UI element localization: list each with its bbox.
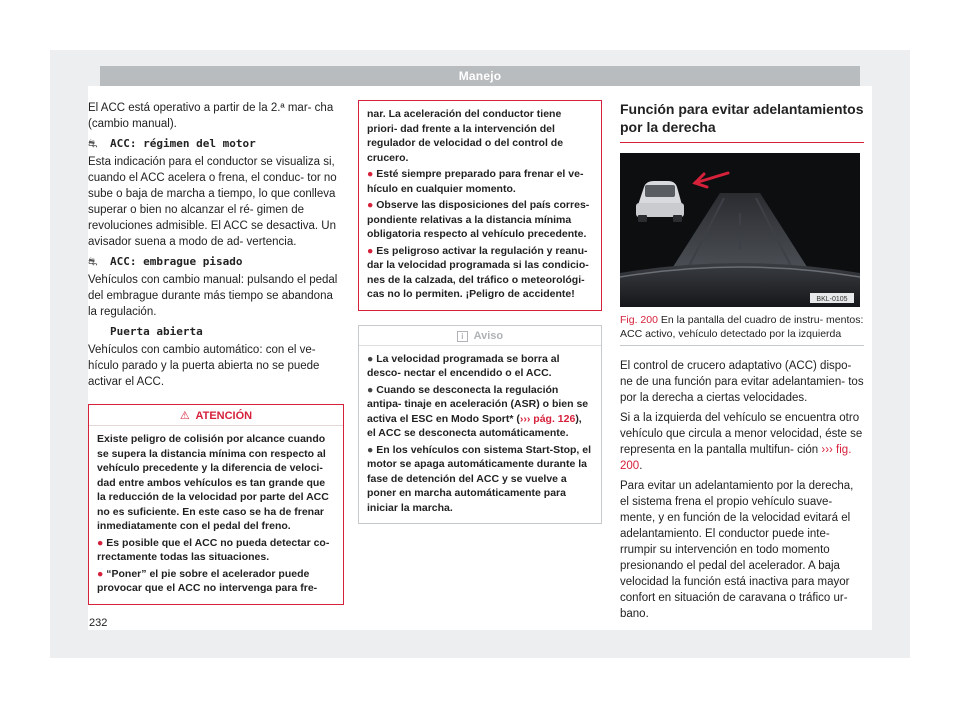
warning-item-text: Es peligroso activar la regulación y reanu- dar la velocidad programada si las condicio- nes de la calzada, del tráfico o meteorológi- cas no lo permiten. ¡Peligro de accidente! bbox=[367, 244, 589, 300]
paragraph: Para evitar un adelantamiento por la derecha, el sistema frena el propio vehículo suave- mente, y en función de la velocidad evitará el adelantamiento. El conductor puede inte- rrumpir su intervención en todo momento presionando el pedal del acelerador. A baja velocidad la función está inactiva para mayor confort en situación de caravana o tráfico ur- bano. bbox=[620, 480, 854, 620]
column-right bbox=[620, 86, 864, 626]
indicator-message bbox=[88, 136, 344, 152]
warning-body bbox=[89, 426, 343, 604]
figure-caption bbox=[620, 307, 864, 346]
warning-light-icon: ⛐ bbox=[88, 255, 98, 268]
column-left bbox=[88, 100, 344, 605]
indicator-text: ACC: régimen del motor bbox=[110, 137, 256, 150]
figure-caption-text: En la pantalla del cuadro de instru- mentos: ACC activo, vehículo detectado por la izquierda bbox=[620, 314, 864, 340]
note-item: ● Cuando se desconecta la regulación antipa- tinaje en aceleración (ASR) o bien se activa el ESC en Modo Sport* (››› pág. 126), el ACC se desconecta automáticamente. bbox=[367, 383, 589, 439]
warning-triangle-icon: ⚠ bbox=[179, 410, 190, 422]
warning-text: Existe peligro de colisión por alcance cuando se supera la distancia mínima con respecto al vehículo precedente y la diferencia de veloci- dad entre ambos vehículos es tan grande que la reducción de la velocidad por parte del ACC no es suficiente. En este caso se ha de frenar inmediatamente con el pedal del freno. bbox=[97, 433, 329, 532]
info-icon: i bbox=[457, 331, 468, 342]
paragraph: Vehículos con cambio automático: con el ve- hículo parado y la puerta abierta no se puede activar el ACC. bbox=[88, 344, 320, 388]
indicator-message bbox=[88, 254, 344, 270]
page-content bbox=[88, 86, 872, 630]
note-header bbox=[359, 326, 601, 346]
warning-title: ATENCIÓN bbox=[195, 410, 253, 422]
paragraph: El control de crucero adaptativo (ACC) dispo- ne de una función para evitar adelantamien- tos por la derecha a ciertas velocidades. bbox=[620, 360, 864, 404]
figure-code: BKL-0105 bbox=[816, 296, 848, 303]
paragraph: Esta indicación para el conductor se visualiza si, cuando el ACC acelera o frena, el conduc- tor no sube o baja de marcha a tiempo, lo que conlleva superar o bien no alcanzar el ré- gimen de revoluciones admisible. El ACC se desactiva. Un avisador suena a modo de ad- vertencia. bbox=[88, 156, 337, 248]
warning-item-text: “Poner” el pie sobre el acelerador puede provocar que el ACC no intervenga para fre- bbox=[97, 567, 318, 594]
warning-item-text: Observe las disposiciones del país corres- pondiente relativas a la distancia mínima obligatoria respecto al vehículo precedente. bbox=[367, 199, 590, 240]
warning-item: ● Esté siempre preparado para frenar el ve- hículo en cualquier momento. bbox=[367, 168, 584, 195]
note-item-text: La velocidad programada se borra al desco- nectar el encendido o el ACC. bbox=[367, 352, 560, 379]
indicator-text: ACC: embrague pisado bbox=[110, 255, 243, 268]
paragraph: Vehículos con cambio manual: pulsando el pedal del embrague durante más tiempo se abandona la regulación. bbox=[88, 274, 338, 318]
section-title: Función para evitar adelantamientos por la derecha bbox=[620, 86, 864, 143]
warning-text: nar. La aceleración del conductor tiene priori- dad frente a la intervención del regulador de velocidad o del control de crucero. bbox=[367, 108, 564, 164]
indicator-message bbox=[88, 324, 344, 340]
figure-instrument-display bbox=[620, 153, 860, 307]
note-item-text: ), el ACC se desconecta automáticamente. bbox=[367, 412, 582, 439]
note-item-text: En los vehículos con sistema Start-Stop, el motor se apaga automáticamente durante la fase de detención del ACC y se vuelve a poner en marcha automáticamente para iniciar la marcha. bbox=[367, 443, 591, 514]
warning-header bbox=[89, 405, 343, 426]
paragraph-text: . bbox=[639, 460, 643, 472]
note-body bbox=[359, 346, 601, 524]
figure-label: Fig. 200 bbox=[620, 314, 658, 326]
warning-item: ● “Poner” el pie sobre el acelerador puede provocar que el ACC no intervenga para fre- bbox=[97, 567, 318, 594]
warning-item: ● Es peligroso activar la regulación y reanu- dar la velocidad programada si las condicio- nes de la calzada, del tráfico o meteorológi- cas no lo permiten. ¡Peligro de accidente! bbox=[367, 244, 589, 300]
indicator-text: Puerta abierta bbox=[110, 325, 203, 338]
warning-box-continued bbox=[358, 100, 602, 311]
warning-item: ● Es posible que el ACC no pueda detectar co- rrectamente todas las situaciones. bbox=[97, 536, 330, 563]
warning-item-text: Esté siempre preparado para frenar el ve- hículo en cualquier momento. bbox=[367, 168, 584, 195]
note-title: Aviso bbox=[473, 329, 504, 342]
paragraph bbox=[620, 410, 864, 474]
page-reference-link[interactable]: ››› pág. 126 bbox=[519, 412, 576, 425]
warning-item-text: Es posible que el ACC no pueda detectar co- rrectamente todas las situaciones. bbox=[97, 536, 330, 563]
page-number: 232 bbox=[89, 617, 108, 629]
note-item: ● La velocidad programada se borra al desco- nectar el encendido o el ACC. bbox=[367, 352, 560, 379]
note-item-text: Cuando se desconecta la regulación antipa- tinaje en aceleración (ASR) o bien se activa el ESC en Modo Sport* ( bbox=[367, 383, 589, 425]
figure-reference-link[interactable]: ››› fig. 200 bbox=[620, 444, 852, 472]
note-box bbox=[358, 325, 602, 525]
note-item: ● En los vehículos con sistema Start-Stop, el motor se apaga automáticamente durante la fase de detención del ACC y se vuelve a poner en marcha automáticamente para iniciar la marcha. bbox=[367, 443, 591, 514]
warning-box bbox=[88, 404, 344, 605]
display-illustration bbox=[620, 153, 860, 307]
warning-light-icon: ⛐ bbox=[88, 137, 98, 150]
section-header: Manejo bbox=[100, 66, 860, 86]
warning-item: ● Observe las disposiciones del país corres- pondiente relativas a la distancia mínima obligatoria respecto al vehículo precedente. bbox=[367, 199, 590, 240]
column-middle bbox=[358, 100, 602, 524]
paragraph-text: Si a la izquierda del vehículo se encuentra otro vehículo que circula a menor velocidad, éste se representa en la pantalla multifun- ción bbox=[620, 412, 863, 456]
paragraph: El ACC está operativo a partir de la 2.ª mar- cha (cambio manual). bbox=[88, 102, 334, 130]
warning-body bbox=[359, 101, 601, 310]
